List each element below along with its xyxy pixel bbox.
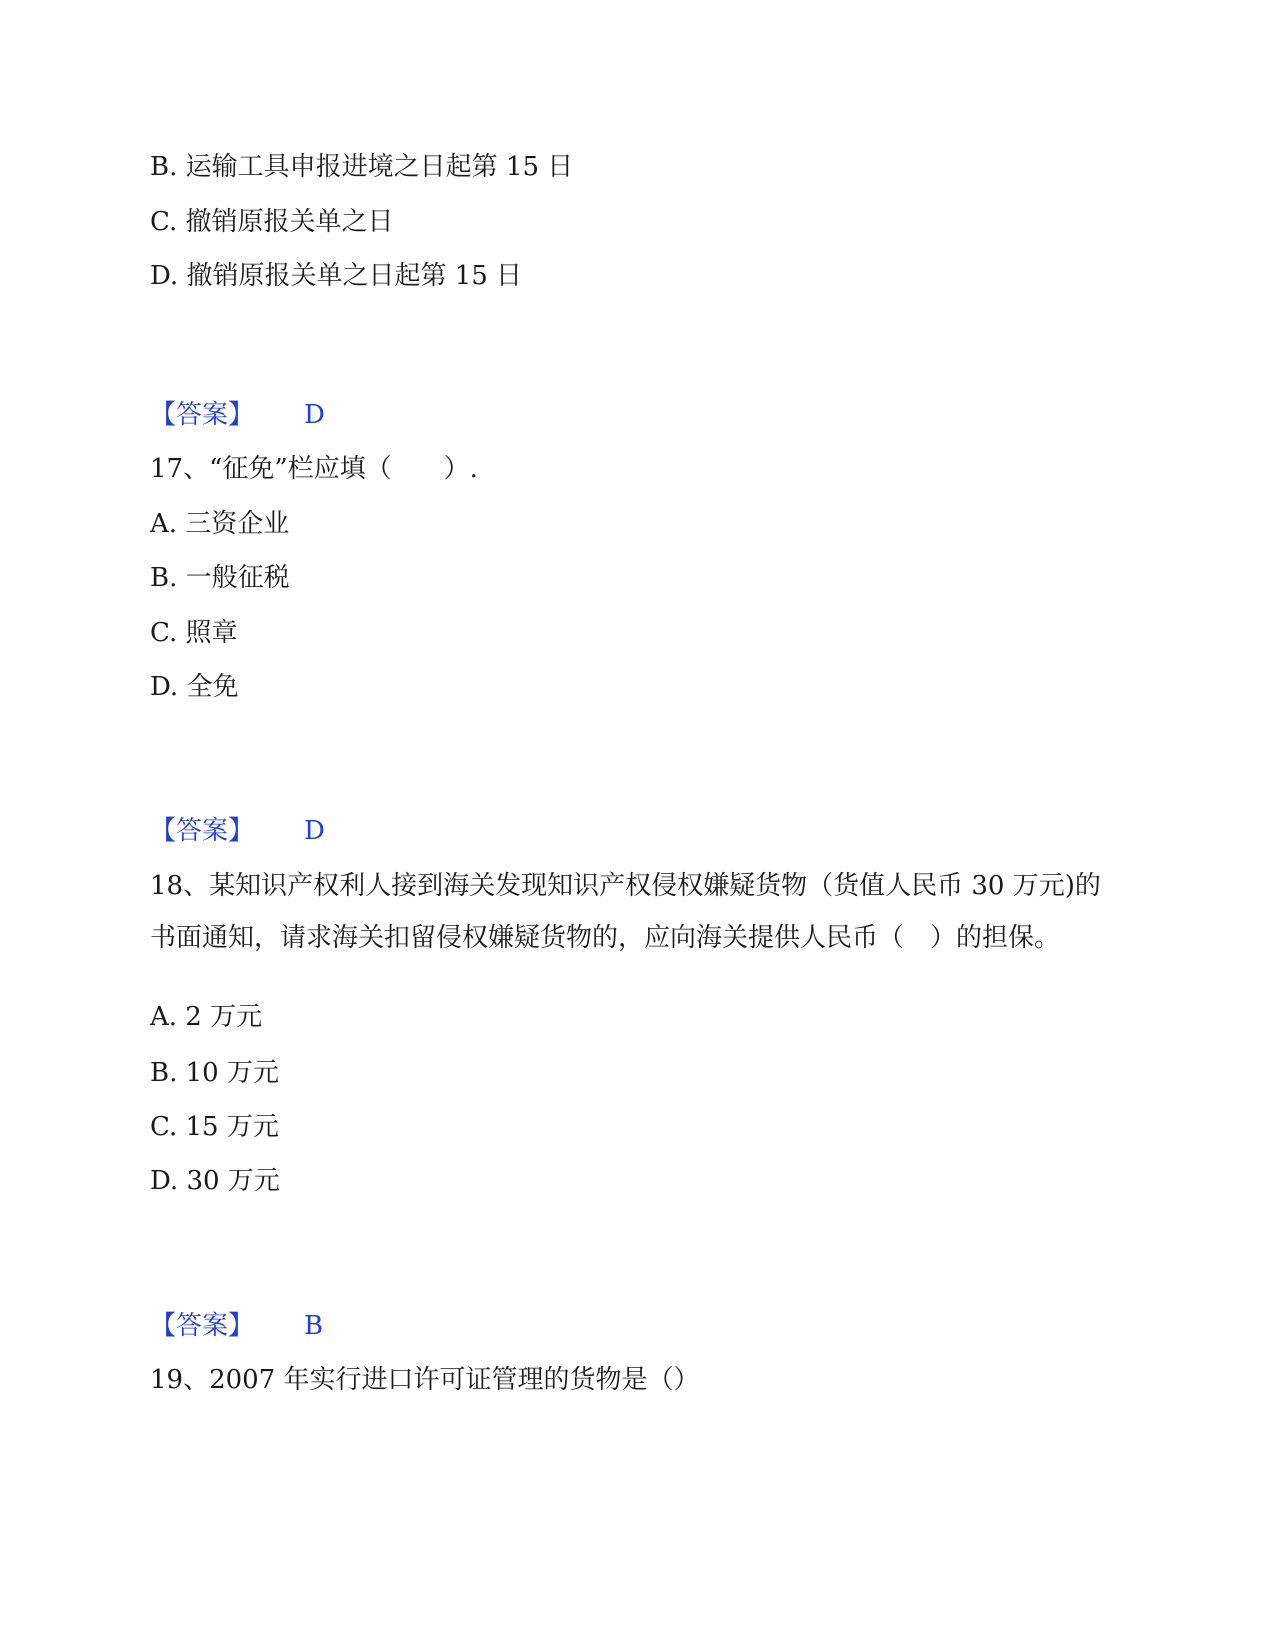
q17-option-b: B. 一般征税 bbox=[150, 563, 290, 593]
answer-label: 【答案】 bbox=[150, 400, 255, 430]
q16-option-b: B. 运输工具申报进境之日起第 15 日 bbox=[150, 152, 574, 182]
q18-question: 18、某知识产权利人接到海关发现知识产权侵权嫌疑货物（货值人民币 30 万元)的书面通知，请求海关扣留侵权嫌疑货物的，应向海关提供人民币（ ）的担保。 bbox=[150, 871, 1101, 953]
q18-option-c: C. 15 万元 bbox=[150, 1112, 279, 1142]
q18-option-a: A. 2 万元 bbox=[150, 1002, 263, 1032]
q18-option-d: D. 30 万元 bbox=[150, 1166, 280, 1196]
q17-option-d: D. 全免 bbox=[150, 672, 239, 702]
q17-question: 17、“征免”栏应填（ ）. bbox=[150, 454, 478, 484]
q18-option-b: B. 10 万元 bbox=[150, 1058, 279, 1088]
q16-option-c: C. 撤销原报关单之日 bbox=[150, 207, 394, 237]
answer-value: D bbox=[304, 816, 325, 846]
answer-label: 【答案】 bbox=[150, 816, 255, 846]
q17-option-c: C. 照章 bbox=[150, 618, 238, 648]
q17-answer bbox=[150, 814, 325, 848]
answer-value: B bbox=[304, 1311, 324, 1341]
q19-question: 19、2007 年实行进口许可证管理的货物是（） bbox=[150, 1365, 700, 1395]
q17-option-a: A. 三资企业 bbox=[150, 509, 290, 539]
answer-value: D bbox=[304, 400, 325, 430]
q16-option-d: D. 撤销原报关单之日起第 15 日 bbox=[150, 261, 523, 291]
answer-label: 【答案】 bbox=[150, 1311, 255, 1341]
q18-answer bbox=[150, 1309, 323, 1343]
q16-answer bbox=[150, 398, 325, 432]
